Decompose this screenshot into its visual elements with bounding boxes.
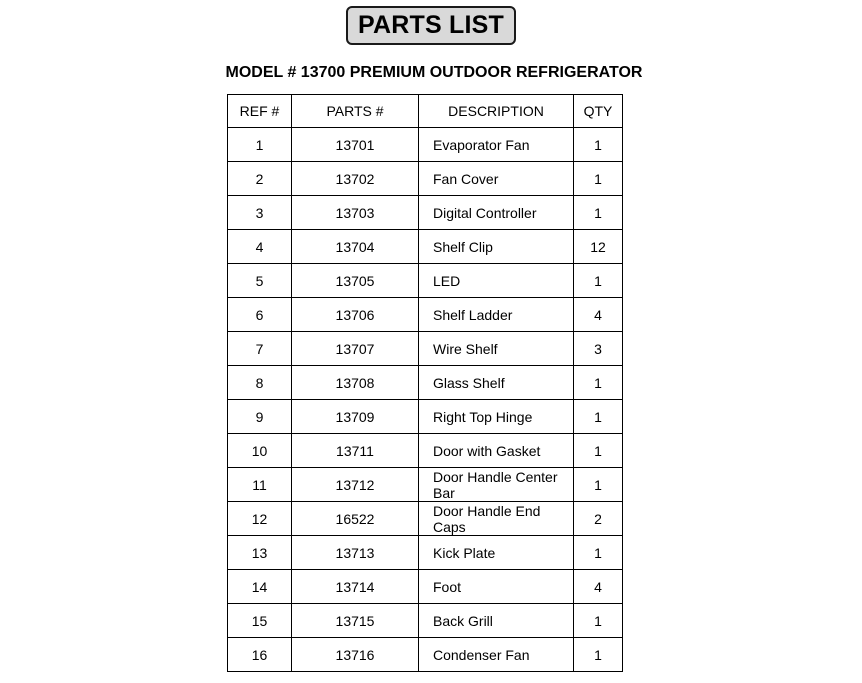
part-number-cell: 13701 bbox=[292, 128, 419, 162]
part-number-cell: 13714 bbox=[292, 570, 419, 604]
quantity-cell: 4 bbox=[574, 298, 623, 332]
quantity-cell: 12 bbox=[574, 230, 623, 264]
part-number-cell: 13709 bbox=[292, 400, 419, 434]
table-row bbox=[228, 230, 623, 264]
description-cell: Condenser Fan bbox=[419, 638, 574, 672]
table-row bbox=[228, 502, 623, 536]
table-row bbox=[228, 570, 623, 604]
parts-table bbox=[227, 94, 623, 672]
ref-cell: 3 bbox=[228, 196, 292, 230]
part-number-cell: 16522 bbox=[292, 502, 419, 536]
description-cell: LED bbox=[419, 264, 574, 298]
table-row bbox=[228, 536, 623, 570]
table-row bbox=[228, 468, 623, 502]
quantity-cell: 1 bbox=[574, 604, 623, 638]
part-number-cell: 13703 bbox=[292, 196, 419, 230]
description-cell: Door with Gasket bbox=[419, 434, 574, 468]
ref-cell: 6 bbox=[228, 298, 292, 332]
description-cell: Back Grill bbox=[419, 604, 574, 638]
part-number-cell: 13702 bbox=[292, 162, 419, 196]
parts-table-body bbox=[228, 128, 623, 672]
quantity-cell: 2 bbox=[574, 502, 623, 536]
part-number-cell: 13713 bbox=[292, 536, 419, 570]
part-number-cell: 13704 bbox=[292, 230, 419, 264]
ref-cell: 9 bbox=[228, 400, 292, 434]
quantity-cell: 1 bbox=[574, 128, 623, 162]
table-row bbox=[228, 196, 623, 230]
ref-cell: 12 bbox=[228, 502, 292, 536]
quantity-cell: 1 bbox=[574, 162, 623, 196]
table-row bbox=[228, 264, 623, 298]
column-header-parts: PARTS # bbox=[292, 95, 419, 128]
ref-cell: 11 bbox=[228, 468, 292, 502]
quantity-cell: 1 bbox=[574, 468, 623, 502]
quantity-cell: 1 bbox=[574, 400, 623, 434]
quantity-cell: 1 bbox=[574, 196, 623, 230]
ref-cell: 2 bbox=[228, 162, 292, 196]
part-number-cell: 13716 bbox=[292, 638, 419, 672]
column-header-description: DESCRIPTION bbox=[419, 95, 574, 128]
part-number-cell: 13712 bbox=[292, 468, 419, 502]
part-number-cell: 13706 bbox=[292, 298, 419, 332]
description-cell: Foot bbox=[419, 570, 574, 604]
description-cell: Shelf Ladder bbox=[419, 298, 574, 332]
part-number-cell: 13715 bbox=[292, 604, 419, 638]
quantity-cell: 4 bbox=[574, 570, 623, 604]
description-cell: Evaporator Fan bbox=[419, 128, 574, 162]
ref-cell: 4 bbox=[228, 230, 292, 264]
page-title: PARTS LIST bbox=[346, 6, 516, 45]
part-number-cell: 13707 bbox=[292, 332, 419, 366]
ref-cell: 7 bbox=[228, 332, 292, 366]
part-number-cell: 13705 bbox=[292, 264, 419, 298]
ref-cell: 16 bbox=[228, 638, 292, 672]
ref-cell: 14 bbox=[228, 570, 292, 604]
column-header-ref: REF # bbox=[228, 95, 292, 128]
column-header-qty: QTY bbox=[574, 95, 623, 128]
table-row bbox=[228, 400, 623, 434]
ref-cell: 15 bbox=[228, 604, 292, 638]
table-row bbox=[228, 332, 623, 366]
table-row bbox=[228, 128, 623, 162]
table-row bbox=[228, 298, 623, 332]
description-cell: Right Top Hinge bbox=[419, 400, 574, 434]
table-row bbox=[228, 604, 623, 638]
table-row bbox=[228, 638, 623, 672]
quantity-cell: 1 bbox=[574, 434, 623, 468]
model-subtitle: MODEL # 13700 PREMIUM OUTDOOR REFRIGERATOR bbox=[225, 64, 643, 81]
quantity-cell: 3 bbox=[574, 332, 623, 366]
table-header-row bbox=[228, 95, 623, 128]
description-cell: Door Handle Center Bar bbox=[419, 468, 574, 502]
description-cell: Wire Shelf bbox=[419, 332, 574, 366]
ref-cell: 8 bbox=[228, 366, 292, 400]
part-number-cell: 13708 bbox=[292, 366, 419, 400]
description-cell: Digital Controller bbox=[419, 196, 574, 230]
description-cell: Fan Cover bbox=[419, 162, 574, 196]
description-cell: Door Handle End Caps bbox=[419, 502, 574, 536]
ref-cell: 10 bbox=[228, 434, 292, 468]
quantity-cell: 1 bbox=[574, 638, 623, 672]
table-row bbox=[228, 162, 623, 196]
table-row bbox=[228, 366, 623, 400]
description-cell: Kick Plate bbox=[419, 536, 574, 570]
ref-cell: 5 bbox=[228, 264, 292, 298]
part-number-cell: 13711 bbox=[292, 434, 419, 468]
table-row bbox=[228, 434, 623, 468]
quantity-cell: 1 bbox=[574, 366, 623, 400]
description-cell: Shelf Clip bbox=[419, 230, 574, 264]
quantity-cell: 1 bbox=[574, 264, 623, 298]
ref-cell: 13 bbox=[228, 536, 292, 570]
quantity-cell: 1 bbox=[574, 536, 623, 570]
description-cell: Glass Shelf bbox=[419, 366, 574, 400]
ref-cell: 1 bbox=[228, 128, 292, 162]
